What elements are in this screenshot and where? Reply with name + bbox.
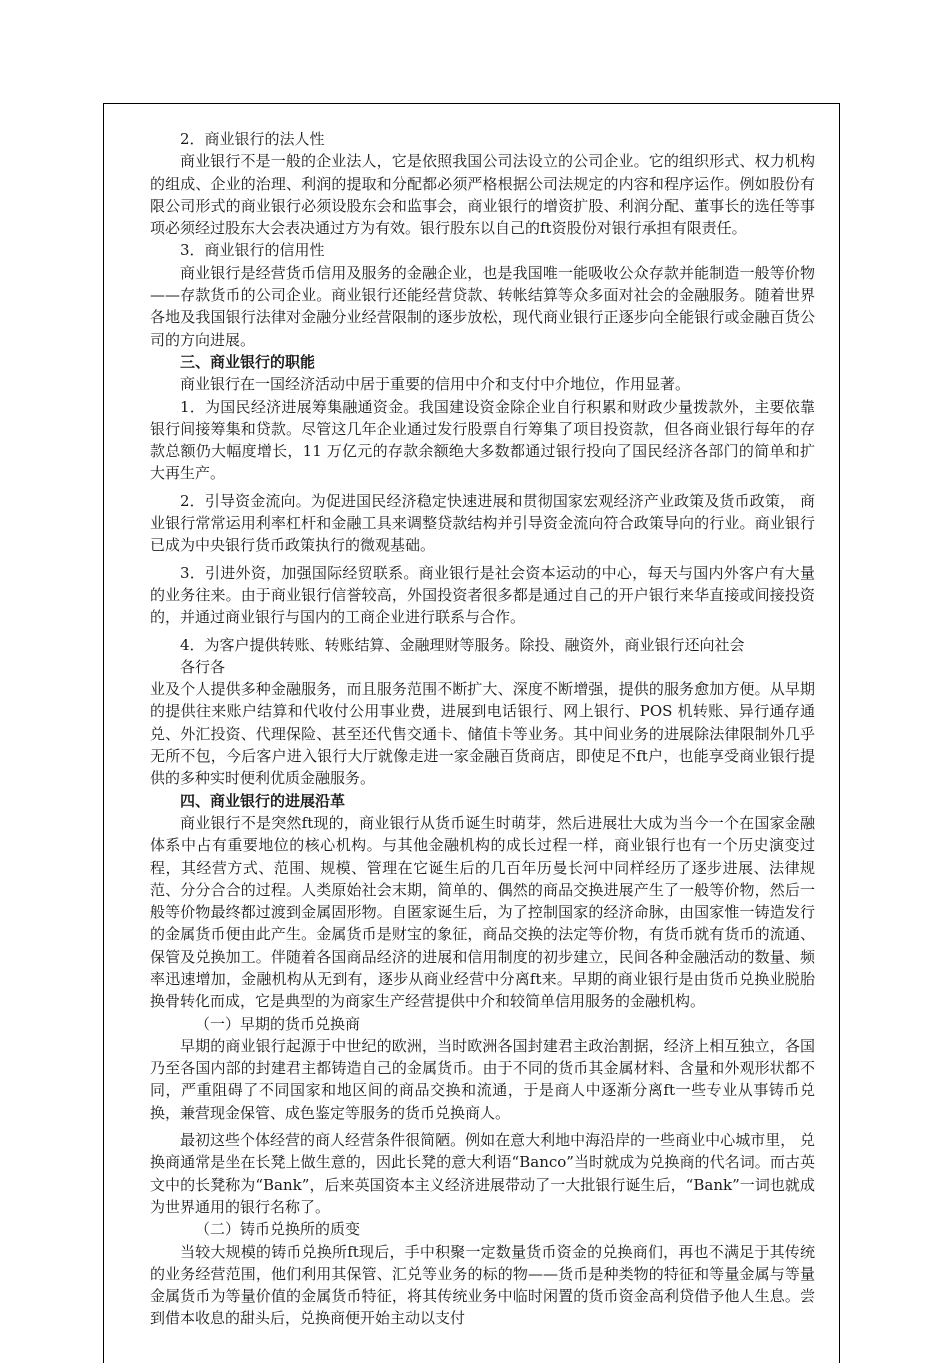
- function-4-paragraph: 4．为客户提供转账、转账结算、金融理财等服务。除投、融资外，商业银行还向社会: [180, 635, 745, 654]
- money-changer-paragraph: 早期的商业银行起源于中世纪的欧洲，当时欧洲各国封建君主政治割据，经济上相互独立，各国乃至各国内部的封建君主都铸造自己的金属货币。由于不同的货币其金属材料、含量和外观形状都不同，严重阻碍了不同国家和地区间的商品交换和流通，于是商人中逐渐分离ft一些专业从事铸币兑换，兼营现金保管、成色鉴定等服务的货币兑换商人。: [150, 1036, 815, 1122]
- section-2-heading: 2．商业银行的法人性: [180, 130, 325, 148]
- legal-person-paragraph: 商业银行不是一般的企业法人，它是依照我国公司法设立的公司企业。它的组织形式、权力机构的组成、企业的治理、利润的提取和分配都必须严格根据公司法规定的内容和程序运作。例如股份有限公司形式的商业银行必须设股东会和监事会，商业银行的增资扩股、利润分配、董事长的选任等事项必须经过股东大会表决通过方为有效。银行股东以自己的ft资股份对银行承担有限责任。: [150, 152, 815, 238]
- subsection-1-heading: （一）早期的货币兑换商: [195, 1014, 361, 1033]
- section-3-heading: 3．商业银行的信用性: [180, 241, 325, 260]
- function-4-continued: 业及个人提供多种金融服务，而且服务范围不断扩大、深度不断增强，提供的服务愈加方便。从早期的提供往来账户结算和代收付公用事业费，进展到电话银行、网上银行、POS 机转账、异行通存通兑、外汇投资、代理保险、甚至还代售交通卡、储值卡等业务。其中间业务的进展除法律限制外几乎无所不包，今后客户进入银行大厅就像走进一家金融百货商店，即使足不ft户，也能享受商业银行提供的多种实时便利优质金融服务。: [150, 680, 815, 788]
- functions-heading: 三、商业银行的职能: [180, 352, 316, 371]
- subsection-2-heading: （二）铸币兑换所的质变: [195, 1220, 361, 1239]
- document-body: [150, 128, 815, 1330]
- function-2-paragraph: 2．引导资金流向。为促进国民经济稳定快速进展和贯彻国家宏观经济产业政策及货币政策， 商业银行常常运用利率杠杆和金融工具来调整贷款结构并引导资金流向符合政策导向的行业。商业银行已成为中央银行货币政策执行的微观基础。: [150, 491, 815, 555]
- history-heading: 四、商业银行的进展沿革: [180, 791, 346, 810]
- function-4-fragment: 各行各: [180, 657, 226, 676]
- function-1-paragraph: 1．为国民经济进展筹集融通资金。我国建设资金除企业自行积累和财政少量拨款外，主要依靠银行间接筹集和贷款。尽管这几年企业通过发行股票自行筹集了项目投资款，但各商业银行每年的存款总额仍大幅度增长，11 万亿元的存款余额绝大多数都通过银行投向了国民经济各部门的简单和扩大再生产。: [150, 397, 815, 483]
- history-paragraph: 商业银行不是突然ft现的，商业银行从货币诞生时萌芽，然后进展壮大成为当今一个在国家金融体系中占有重要地位的核心机构。与其他金融机构的成长过程一样，商业银行也有一个历史演变过程，其经营方式、范围、规模、管理在它诞生后的几百年历曼长河中同样经历了逐步进展、法律规范、分分合合的过程。人类原始社会末期，简单的、偶然的商品交换进展产生了一般等价物，然后一般等价物最终都过渡到金属固形物。自匿家诞生后，为了控制国家的经济命脉，由国家惟一铸造发行的金属货币便由此产生。金属货币是财宝的象征，商品交换的法定等价物，有货币就有货币的流通、保管及兑换加工。伴随着各国商品经济的进展和信用制度的初步建立，民间各种金融活动的数量、频率迅速增加，金融机构从无到有，逐步从商业经营中分离ft来。早期的商业银行是由货币兑换业脱胎换骨转化而成，它是典型的为商家生产经营提供中介和较简单信用服务的金融机构。: [150, 813, 815, 1011]
- functions-intro: 商业银行在一国经济活动中居于重要的信用中介和支付中介地位，作用显著。: [180, 375, 691, 394]
- credit-paragraph: 商业银行是经营货币信用及服务的金融企业，也是我国唯一能吸收公众存款并能制造一般等价物——存款货币的公司企业。商业银行还能经营贷款、转帐结算等众多面对社会的金融服务。随着世界各地及我国银行法律对金融分业经营限制的逐步放松，现代商业银行正逐步向全能银行或金融百货公司的方向进展。: [150, 263, 815, 349]
- banco-paragraph: 最初这些个体经营的商人经营条件很简陋。例如在意大利地中海沿岸的一些商业中心城市里， 兑换商通常是坐在长凳上做生意的，因此长凳的意大利语“Banco”当时就成为兑换商的代名词。而古英文中的长凳称为“Bank”，后来英国资本主义经济进展带动了一大批银行诞生后，“Bank”一词也就成为世界通用的银行名称了。: [150, 1131, 815, 1216]
- function-3-paragraph: 3．引进外资，加强国际经贸联系。商业银行是社会资本运动的中心，每天与国内外客户有大量的业务往来。由于商业银行信誉较高，外国投资者很多都是通过自己的开户银行来华直接或间接投资的，并通过商业银行与国内的工商企业进行联系与合作。: [150, 563, 815, 627]
- transformation-paragraph: 当较大规模的铸币兑换所ft现后，手中积聚一定数量货币资金的兑换商们，再也不满足于其传统的业务经营范围，他们利用其保管、汇兑等业务的标的物——货币是种类物的特征和等量金属与等量金属货币为等量价值的金属货币特征，将其传统业务中临时闲置的货币资金高利贷借予他人生息。尝到借本收息的甜头后，兑换商便开始主动以支付: [150, 1242, 815, 1328]
